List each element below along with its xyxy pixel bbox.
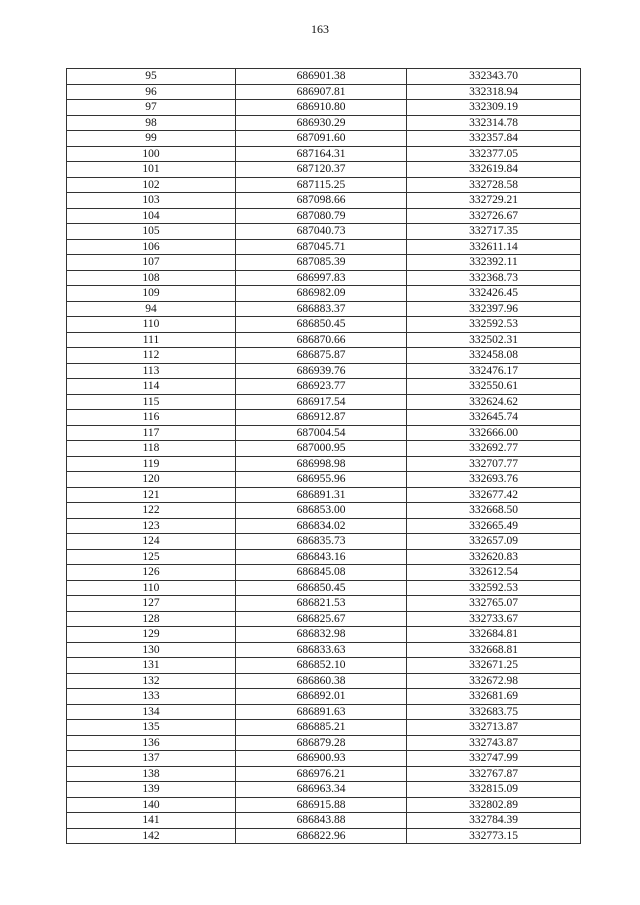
table-row bbox=[67, 627, 581, 643]
y-coordinate-cell: 332681.69 bbox=[407, 689, 581, 705]
y-coordinate-cell: 332619.84 bbox=[407, 162, 581, 178]
x-coordinate-cell: 686998.98 bbox=[236, 456, 407, 472]
table-row bbox=[67, 317, 581, 333]
point-number-cell: 123 bbox=[67, 518, 236, 534]
table-row bbox=[67, 441, 581, 457]
x-coordinate-cell: 686976.21 bbox=[236, 766, 407, 782]
y-coordinate-cell: 332815.09 bbox=[407, 782, 581, 798]
y-coordinate-cell: 332611.14 bbox=[407, 239, 581, 255]
point-number-cell: 117 bbox=[67, 425, 236, 441]
point-number-cell: 119 bbox=[67, 456, 236, 472]
x-coordinate-cell: 686853.00 bbox=[236, 503, 407, 519]
y-coordinate-cell: 332314.78 bbox=[407, 115, 581, 131]
table-row bbox=[67, 100, 581, 116]
y-coordinate-cell: 332377.05 bbox=[407, 146, 581, 162]
y-coordinate-cell: 332657.09 bbox=[407, 534, 581, 550]
y-coordinate-cell: 332592.53 bbox=[407, 580, 581, 596]
point-number-cell: 112 bbox=[67, 348, 236, 364]
x-coordinate-cell: 686870.66 bbox=[236, 332, 407, 348]
x-coordinate-cell: 686821.53 bbox=[236, 596, 407, 612]
y-coordinate-cell: 332767.87 bbox=[407, 766, 581, 782]
point-number-cell: 126 bbox=[67, 565, 236, 581]
x-coordinate-cell: 686891.31 bbox=[236, 487, 407, 503]
table-row bbox=[67, 348, 581, 364]
point-number-cell: 138 bbox=[67, 766, 236, 782]
x-coordinate-cell: 686891.63 bbox=[236, 704, 407, 720]
point-number-cell: 141 bbox=[67, 813, 236, 829]
point-number-cell: 132 bbox=[67, 673, 236, 689]
x-coordinate-cell: 687085.39 bbox=[236, 255, 407, 271]
y-coordinate-cell: 332773.15 bbox=[407, 828, 581, 844]
table-row bbox=[67, 270, 581, 286]
table-row bbox=[67, 162, 581, 178]
table-row bbox=[67, 146, 581, 162]
point-number-cell: 121 bbox=[67, 487, 236, 503]
table-row bbox=[67, 487, 581, 503]
x-coordinate-cell: 686845.08 bbox=[236, 565, 407, 581]
x-coordinate-cell: 686900.93 bbox=[236, 751, 407, 767]
point-number-cell: 127 bbox=[67, 596, 236, 612]
y-coordinate-cell: 332668.50 bbox=[407, 503, 581, 519]
table-row bbox=[67, 394, 581, 410]
table-row bbox=[67, 797, 581, 813]
point-number-cell: 124 bbox=[67, 534, 236, 550]
point-number-cell: 140 bbox=[67, 797, 236, 813]
point-number-cell: 131 bbox=[67, 658, 236, 674]
x-coordinate-cell: 687080.79 bbox=[236, 208, 407, 224]
y-coordinate-cell: 332729.21 bbox=[407, 193, 581, 209]
table-row bbox=[67, 456, 581, 472]
table-row bbox=[67, 208, 581, 224]
x-coordinate-cell: 687045.71 bbox=[236, 239, 407, 255]
y-coordinate-cell: 332666.00 bbox=[407, 425, 581, 441]
point-number-cell: 103 bbox=[67, 193, 236, 209]
point-number-cell: 114 bbox=[67, 379, 236, 395]
x-coordinate-cell: 686822.96 bbox=[236, 828, 407, 844]
table-row bbox=[67, 813, 581, 829]
y-coordinate-cell: 332550.61 bbox=[407, 379, 581, 395]
y-coordinate-cell: 332592.53 bbox=[407, 317, 581, 333]
y-coordinate-cell: 332677.42 bbox=[407, 487, 581, 503]
table-row bbox=[67, 131, 581, 147]
table-row bbox=[67, 332, 581, 348]
x-coordinate-cell: 686955.96 bbox=[236, 472, 407, 488]
point-number-cell: 133 bbox=[67, 689, 236, 705]
table-row bbox=[67, 580, 581, 596]
table-row bbox=[67, 472, 581, 488]
point-number-cell: 105 bbox=[67, 224, 236, 240]
point-number-cell: 113 bbox=[67, 363, 236, 379]
y-coordinate-cell: 332672.98 bbox=[407, 673, 581, 689]
table-row bbox=[67, 177, 581, 193]
point-number-cell: 110 bbox=[67, 580, 236, 596]
x-coordinate-cell: 686912.87 bbox=[236, 410, 407, 426]
x-coordinate-cell: 686879.28 bbox=[236, 735, 407, 751]
x-coordinate-cell: 686850.45 bbox=[236, 317, 407, 333]
x-coordinate-cell: 686982.09 bbox=[236, 286, 407, 302]
x-coordinate-cell: 686885.21 bbox=[236, 720, 407, 736]
page-number: 163 bbox=[311, 22, 329, 36]
point-number-cell: 122 bbox=[67, 503, 236, 519]
table-row bbox=[67, 782, 581, 798]
table-row bbox=[67, 193, 581, 209]
table-row bbox=[67, 224, 581, 240]
x-coordinate-cell: 686835.73 bbox=[236, 534, 407, 550]
y-coordinate-cell: 332309.19 bbox=[407, 100, 581, 116]
y-coordinate-cell: 332668.81 bbox=[407, 642, 581, 658]
y-coordinate-cell: 332476.17 bbox=[407, 363, 581, 379]
x-coordinate-cell: 687164.31 bbox=[236, 146, 407, 162]
x-coordinate-cell: 686852.10 bbox=[236, 658, 407, 674]
point-number-cell: 99 bbox=[67, 131, 236, 147]
y-coordinate-cell: 332684.81 bbox=[407, 627, 581, 643]
x-coordinate-cell: 686910.80 bbox=[236, 100, 407, 116]
y-coordinate-cell: 332612.54 bbox=[407, 565, 581, 581]
x-coordinate-cell: 686907.81 bbox=[236, 84, 407, 100]
y-coordinate-cell: 332343.70 bbox=[407, 69, 581, 85]
point-number-cell: 125 bbox=[67, 549, 236, 565]
table-row bbox=[67, 704, 581, 720]
x-coordinate-cell: 686883.37 bbox=[236, 301, 407, 317]
x-coordinate-cell: 687000.95 bbox=[236, 441, 407, 457]
point-number-cell: 130 bbox=[67, 642, 236, 658]
y-coordinate-cell: 332717.35 bbox=[407, 224, 581, 240]
x-coordinate-cell: 686901.38 bbox=[236, 69, 407, 85]
table-row bbox=[67, 239, 581, 255]
point-number-cell: 120 bbox=[67, 472, 236, 488]
point-number-cell: 98 bbox=[67, 115, 236, 131]
y-coordinate-cell: 332671.25 bbox=[407, 658, 581, 674]
point-number-cell: 111 bbox=[67, 332, 236, 348]
y-coordinate-cell: 332502.31 bbox=[407, 332, 581, 348]
point-number-cell: 106 bbox=[67, 239, 236, 255]
y-coordinate-cell: 332368.73 bbox=[407, 270, 581, 286]
table-row bbox=[67, 658, 581, 674]
table-row bbox=[67, 286, 581, 302]
point-number-cell: 102 bbox=[67, 177, 236, 193]
point-number-cell: 97 bbox=[67, 100, 236, 116]
point-number-cell: 108 bbox=[67, 270, 236, 286]
x-coordinate-cell: 686850.45 bbox=[236, 580, 407, 596]
x-coordinate-cell: 686834.02 bbox=[236, 518, 407, 534]
table-row bbox=[67, 503, 581, 519]
y-coordinate-cell: 332318.94 bbox=[407, 84, 581, 100]
x-coordinate-cell: 687098.66 bbox=[236, 193, 407, 209]
y-coordinate-cell: 332743.87 bbox=[407, 735, 581, 751]
y-coordinate-cell: 332713.87 bbox=[407, 720, 581, 736]
point-number-cell: 128 bbox=[67, 611, 236, 627]
y-coordinate-cell: 332733.67 bbox=[407, 611, 581, 627]
point-number-cell: 100 bbox=[67, 146, 236, 162]
coordinates-table bbox=[66, 68, 581, 844]
table-row bbox=[67, 766, 581, 782]
y-coordinate-cell: 332683.75 bbox=[407, 704, 581, 720]
point-number-cell: 139 bbox=[67, 782, 236, 798]
point-number-cell: 110 bbox=[67, 317, 236, 333]
x-coordinate-cell: 686875.87 bbox=[236, 348, 407, 364]
table-row bbox=[67, 534, 581, 550]
table-row bbox=[67, 84, 581, 100]
y-coordinate-cell: 332357.84 bbox=[407, 131, 581, 147]
y-coordinate-cell: 332784.39 bbox=[407, 813, 581, 829]
y-coordinate-cell: 332620.83 bbox=[407, 549, 581, 565]
point-number-cell: 94 bbox=[67, 301, 236, 317]
point-number-cell: 95 bbox=[67, 69, 236, 85]
table-row bbox=[67, 425, 581, 441]
y-coordinate-cell: 332747.99 bbox=[407, 751, 581, 767]
x-coordinate-cell: 687115.25 bbox=[236, 177, 407, 193]
table-row bbox=[67, 255, 581, 271]
table-row bbox=[67, 410, 581, 426]
table-row bbox=[67, 735, 581, 751]
table-row bbox=[67, 689, 581, 705]
x-coordinate-cell: 687040.73 bbox=[236, 224, 407, 240]
point-number-cell: 135 bbox=[67, 720, 236, 736]
x-coordinate-cell: 686930.29 bbox=[236, 115, 407, 131]
point-number-cell: 142 bbox=[67, 828, 236, 844]
point-number-cell: 134 bbox=[67, 704, 236, 720]
y-coordinate-cell: 332645.74 bbox=[407, 410, 581, 426]
table-row bbox=[67, 720, 581, 736]
y-coordinate-cell: 332426.45 bbox=[407, 286, 581, 302]
table-row bbox=[67, 565, 581, 581]
x-coordinate-cell: 686939.76 bbox=[236, 363, 407, 379]
y-coordinate-cell: 332728.58 bbox=[407, 177, 581, 193]
table-row bbox=[67, 596, 581, 612]
y-coordinate-cell: 332707.77 bbox=[407, 456, 581, 472]
y-coordinate-cell: 332692.77 bbox=[407, 441, 581, 457]
x-coordinate-cell: 687004.54 bbox=[236, 425, 407, 441]
y-coordinate-cell: 332392.11 bbox=[407, 255, 581, 271]
x-coordinate-cell: 687091.60 bbox=[236, 131, 407, 147]
table-row bbox=[67, 673, 581, 689]
point-number-cell: 118 bbox=[67, 441, 236, 457]
y-coordinate-cell: 332765.07 bbox=[407, 596, 581, 612]
x-coordinate-cell: 686892.01 bbox=[236, 689, 407, 705]
point-number-cell: 109 bbox=[67, 286, 236, 302]
x-coordinate-cell: 686833.63 bbox=[236, 642, 407, 658]
point-number-cell: 115 bbox=[67, 394, 236, 410]
table-row bbox=[67, 611, 581, 627]
x-coordinate-cell: 686963.34 bbox=[236, 782, 407, 798]
x-coordinate-cell: 686997.83 bbox=[236, 270, 407, 286]
table-row bbox=[67, 549, 581, 565]
x-coordinate-cell: 686825.67 bbox=[236, 611, 407, 627]
point-number-cell: 107 bbox=[67, 255, 236, 271]
y-coordinate-cell: 332397.96 bbox=[407, 301, 581, 317]
point-number-cell: 137 bbox=[67, 751, 236, 767]
point-number-cell: 96 bbox=[67, 84, 236, 100]
point-number-cell: 136 bbox=[67, 735, 236, 751]
point-number-cell: 116 bbox=[67, 410, 236, 426]
y-coordinate-cell: 332458.08 bbox=[407, 348, 581, 364]
x-coordinate-cell: 686915.88 bbox=[236, 797, 407, 813]
point-number-cell: 104 bbox=[67, 208, 236, 224]
x-coordinate-cell: 687120.37 bbox=[236, 162, 407, 178]
x-coordinate-cell: 686843.16 bbox=[236, 549, 407, 565]
point-number-cell: 101 bbox=[67, 162, 236, 178]
coordinates-table-body bbox=[67, 69, 581, 844]
table-row bbox=[67, 69, 581, 85]
table-row bbox=[67, 115, 581, 131]
y-coordinate-cell: 332624.62 bbox=[407, 394, 581, 410]
table-row bbox=[67, 379, 581, 395]
y-coordinate-cell: 332665.49 bbox=[407, 518, 581, 534]
table-row bbox=[67, 363, 581, 379]
x-coordinate-cell: 686923.77 bbox=[236, 379, 407, 395]
table-row bbox=[67, 642, 581, 658]
y-coordinate-cell: 332693.76 bbox=[407, 472, 581, 488]
x-coordinate-cell: 686832.98 bbox=[236, 627, 407, 643]
y-coordinate-cell: 332726.67 bbox=[407, 208, 581, 224]
x-coordinate-cell: 686843.88 bbox=[236, 813, 407, 829]
point-number-cell: 129 bbox=[67, 627, 236, 643]
y-coordinate-cell: 332802.89 bbox=[407, 797, 581, 813]
table-row bbox=[67, 751, 581, 767]
table-row bbox=[67, 518, 581, 534]
x-coordinate-cell: 686860.38 bbox=[236, 673, 407, 689]
table-row bbox=[67, 828, 581, 844]
table-row bbox=[67, 301, 581, 317]
x-coordinate-cell: 686917.54 bbox=[236, 394, 407, 410]
